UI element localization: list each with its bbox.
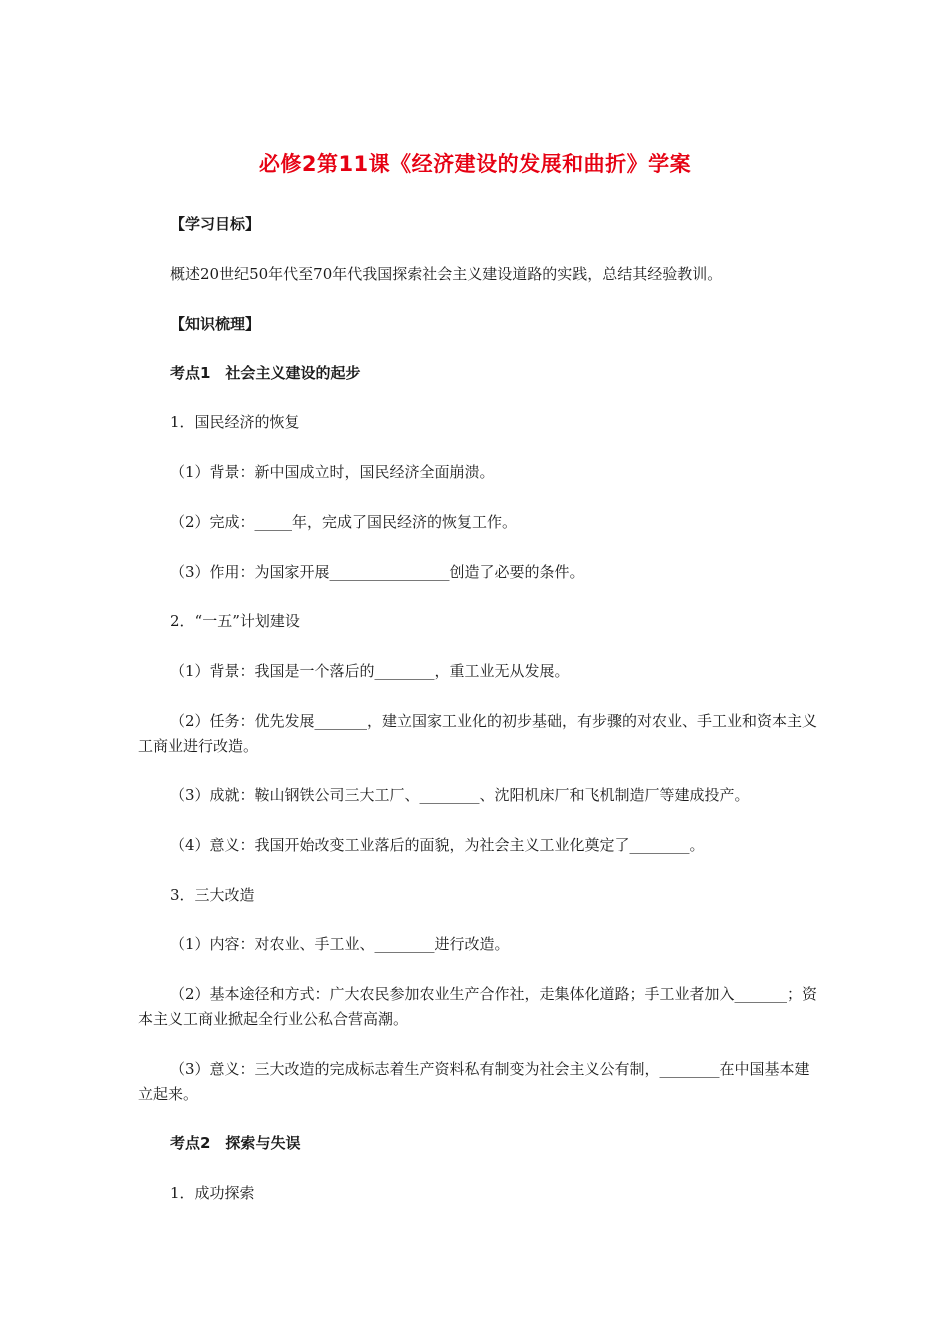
item-1-completion: （2）完成：_____年，完成了国民经济的恢复工作。 (170, 513, 518, 531)
goal-text: 概述20世纪50年代至70年代我国探索社会主义建设道路的实践，总结其经验教训。 (170, 265, 723, 283)
item-3-significance: （3）意义：三大改造的完成标志着生产资料私有制变为社会主义公有制，________在中国基本建立起来。 (138, 1060, 810, 1103)
item-2-achievement: （3）成就：鞍山钢铁公司三大工厂、________、沈阳机床厂和飞机制造厂等建成投产。 (170, 786, 750, 804)
item-3-heading: 3．三大改造 (170, 886, 255, 904)
item-2-heading: 2．“一五”计划建设 (170, 612, 300, 630)
item-1-heading: 1．国民经济的恢复 (170, 413, 300, 431)
item-2-task: （2）任务：优先发展_______，建立国家工业化的初步基础，有步骤的对农业、手工业和资本主义工商业进行改造。 (138, 712, 818, 755)
item-2-background: （1）背景：我国是一个落后的________，重工业无从发展。 (170, 662, 570, 680)
item-1-effect: （3）作用：为国家开展________________创造了必要的条件。 (170, 563, 585, 581)
document-title: 必修2第11课《经济建设的发展和曲折》学案 (258, 152, 692, 176)
item-3-content: （1）内容：对农业、手工业、________进行改造。 (170, 935, 510, 953)
point2-heading: 考点2 探索与失误 (170, 1134, 301, 1152)
item-3-method: （2）基本途径和方式：广大农民参加农业生产合作社，走集体化道路；手工业者加入_______；资本主义工商业掀起全行业公私合营高潮。 (138, 985, 818, 1028)
item-1-background: （1）背景：新中国成立时，国民经济全面崩溃。 (170, 463, 495, 481)
point1-heading: 考点1 社会主义建设的起步 (170, 364, 361, 382)
knowledge-heading: 【知识梳理】 (170, 315, 261, 333)
item-2-significance: （4）意义：我国开始改变工业落后的面貌，为社会主义工业化奠定了________。 (170, 836, 705, 854)
goal-heading: 【学习目标】 (170, 215, 261, 233)
point2-item-1: 1．成功探索 (170, 1184, 255, 1202)
